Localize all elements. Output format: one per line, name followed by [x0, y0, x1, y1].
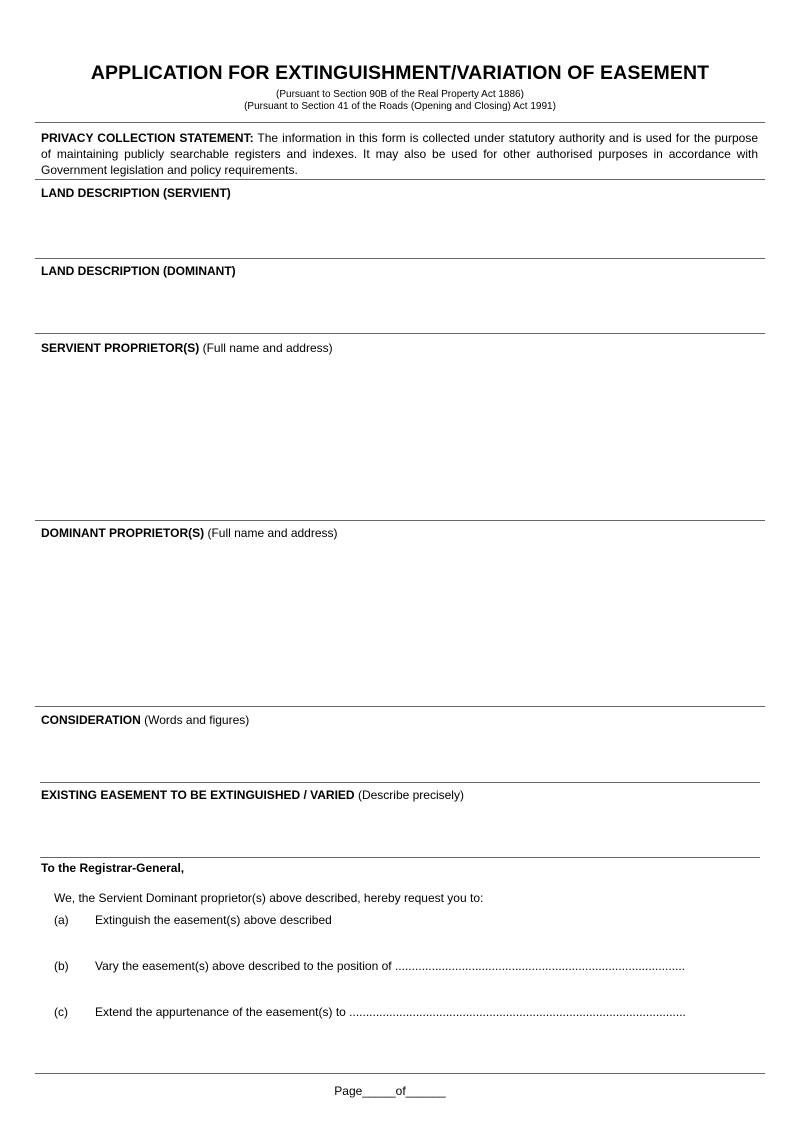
section-heading: SERVIENT PROPRIETOR(S)	[41, 341, 200, 355]
divider	[35, 258, 765, 259]
divider	[35, 179, 765, 180]
land-description-dominant-label: LAND DESCRIPTION (DOMINANT)	[41, 264, 236, 278]
servient-proprietors-label	[41, 341, 333, 355]
divider	[35, 520, 765, 521]
divider	[40, 857, 760, 858]
item-c-marker: (c)	[54, 1005, 68, 1019]
page-number: Page_____of______	[334, 1084, 446, 1098]
dominant-proprietors-label	[41, 526, 338, 540]
section-heading: DOMINANT PROPRIETOR(S)	[41, 526, 205, 540]
consideration-label	[41, 713, 249, 727]
section-heading: CONSIDERATION	[41, 713, 141, 727]
privacy-statement	[41, 130, 758, 178]
form-title: APPLICATION FOR EXTINGUISHMENT/VARIATION OF EASEMENT	[90, 62, 710, 84]
existing-easement-label	[41, 788, 464, 802]
form-subtitle-roads: (Pursuant to Section 41 of the Roads (Opening and Closing) Act 1991)	[244, 101, 556, 112]
privacy-label: PRIVACY COLLECTION STATEMENT:	[41, 131, 254, 145]
divider	[35, 1073, 765, 1074]
form-subtitle-rpa: (Pursuant to Section 90B of the Real Property Act 1886)	[276, 89, 524, 100]
section-note: (Full name and address)	[199, 341, 333, 355]
land-description-servient-label: LAND DESCRIPTION (SERVIENT)	[41, 186, 231, 200]
request-intro: We, the Servient Dominant proprietor(s) above described, hereby request you to:	[54, 891, 484, 905]
section-heading: EXISTING EASEMENT TO BE EXTINGUISHED / VARIED	[41, 788, 355, 802]
item-b-marker: (b)	[54, 959, 69, 973]
privacy-text: The information in this form is collected under statutory authority and is used for the purpose of maintaining publicly searchable registers and indexes. It may also be used for other authorised purposes in accordance with Government legislation and policy requirements.	[41, 131, 758, 177]
item-a-text: Extinguish the easement(s) above described	[95, 913, 332, 927]
divider	[40, 782, 760, 783]
registrar-salutation: To the Registrar-General,	[41, 861, 185, 875]
section-note: (Full name and address)	[204, 526, 338, 540]
section-note: (Words and figures)	[140, 713, 250, 727]
item-a-marker: (a)	[54, 913, 69, 927]
item-c-text: Extend the appurtenance of the easement(s) to .....................................................................................................	[95, 1005, 686, 1019]
divider	[35, 706, 765, 707]
divider	[35, 333, 765, 334]
item-b-text: Vary the easement(s) above described to the position of .......................................................................................	[95, 959, 686, 973]
divider	[35, 122, 765, 123]
section-note: (Describe precisely)	[354, 788, 464, 802]
